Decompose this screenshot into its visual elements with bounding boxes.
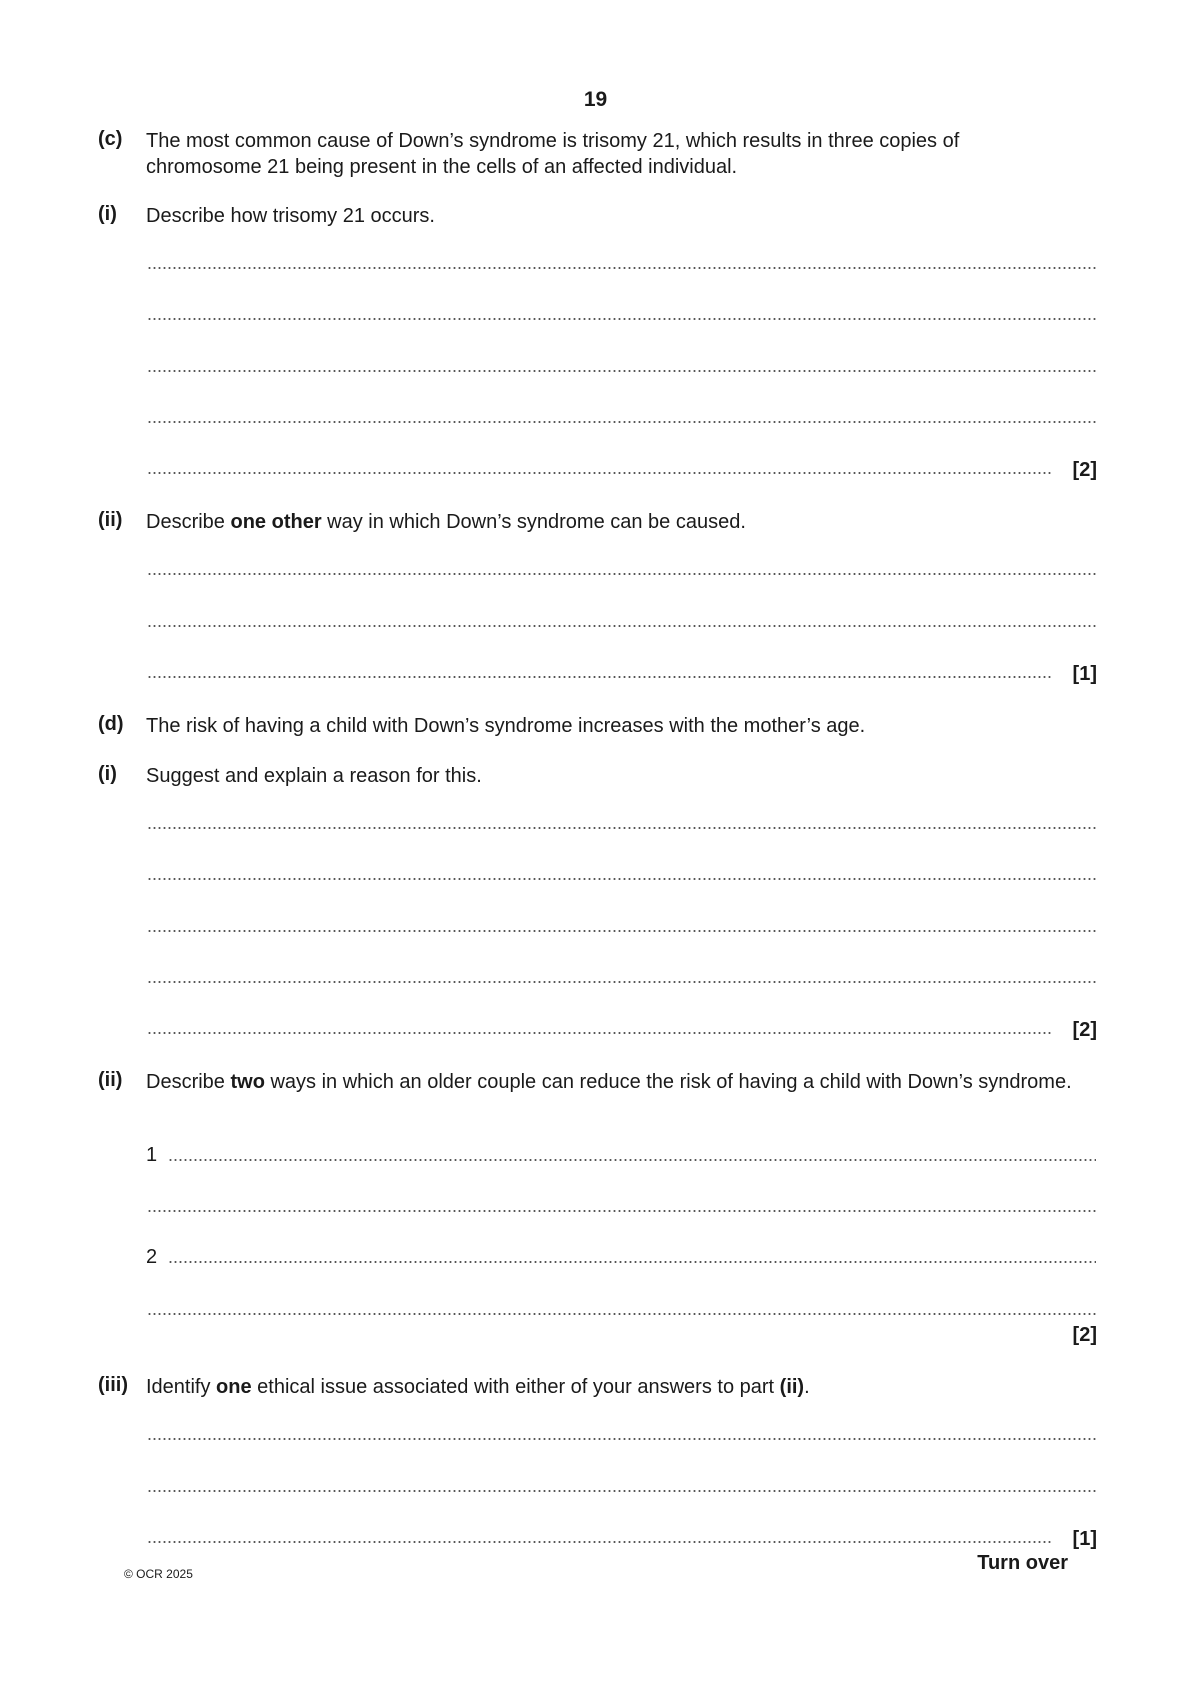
part-d-label: (d) xyxy=(98,713,124,735)
answer-line[interactable] xyxy=(147,316,1096,322)
answer-line[interactable] xyxy=(147,265,1096,271)
mark-allocation: [1] xyxy=(1072,1528,1097,1550)
part-d-text: The risk of having a child with Down’s syndrome increases with the mother’s age. xyxy=(146,715,866,737)
part-d-iii-text: Identify one ethical issue associated with either of your answers to part (ii). xyxy=(146,1376,810,1398)
answer-line[interactable] xyxy=(147,470,1052,476)
mark-allocation: [2] xyxy=(1072,459,1097,481)
answer-line[interactable] xyxy=(147,1436,1096,1442)
turn-over-label: Turn over xyxy=(977,1552,1068,1574)
part-d-ii-text: Describe two ways in which an older couple can reduce the risk of having a child with Down’s syndrome. xyxy=(146,1071,1072,1093)
part-d-i-text: Suggest and explain a reason for this. xyxy=(146,765,482,787)
mark-allocation: [1] xyxy=(1072,663,1097,685)
part-d-iii-label: (iii) xyxy=(98,1374,128,1396)
answer-line[interactable] xyxy=(147,1539,1052,1545)
answer-line[interactable] xyxy=(147,928,1096,934)
answer-line[interactable] xyxy=(147,623,1096,629)
page-number: 19 xyxy=(583,88,608,111)
answer-line[interactable] xyxy=(147,1030,1052,1036)
answer-line[interactable] xyxy=(147,571,1096,577)
part-c-text: The most common cause of Down’s syndrome is trisomy 21, which results in three copies of chromosome 21 being present in the cells of an affected individual. xyxy=(146,130,960,178)
answer-line[interactable] xyxy=(147,825,1096,831)
mark-allocation: [2] xyxy=(1072,1324,1097,1346)
answer-line[interactable] xyxy=(147,979,1096,985)
part-c-i-label: (i) xyxy=(98,203,117,225)
part-c-ii-text: Describe one other way in which Down’s syndrome can be caused. xyxy=(146,511,746,533)
answer-line[interactable] xyxy=(147,1488,1096,1494)
answer-line[interactable] xyxy=(147,419,1096,425)
answer-line[interactable] xyxy=(147,1208,1096,1214)
copyright-notice: © OCR 2025 xyxy=(124,1567,193,1581)
answer-line[interactable] xyxy=(147,876,1096,882)
answer-line[interactable] xyxy=(147,368,1096,374)
answer-line[interactable] xyxy=(147,1311,1096,1317)
part-c-i-text: Describe how trisomy 21 occurs. xyxy=(146,205,435,227)
part-d-ii-label: (ii) xyxy=(98,1069,123,1091)
answer-item-number: 2 xyxy=(146,1246,158,1268)
answer-item-number: 1 xyxy=(146,1144,158,1166)
answer-line[interactable] xyxy=(147,674,1052,680)
answer-line[interactable] xyxy=(168,1259,1096,1265)
part-c-ii-label: (ii) xyxy=(98,509,123,531)
mark-allocation: [2] xyxy=(1072,1019,1097,1041)
part-d-i-label: (i) xyxy=(98,763,117,785)
part-c-label: (c) xyxy=(98,128,123,150)
answer-line[interactable] xyxy=(168,1157,1096,1163)
